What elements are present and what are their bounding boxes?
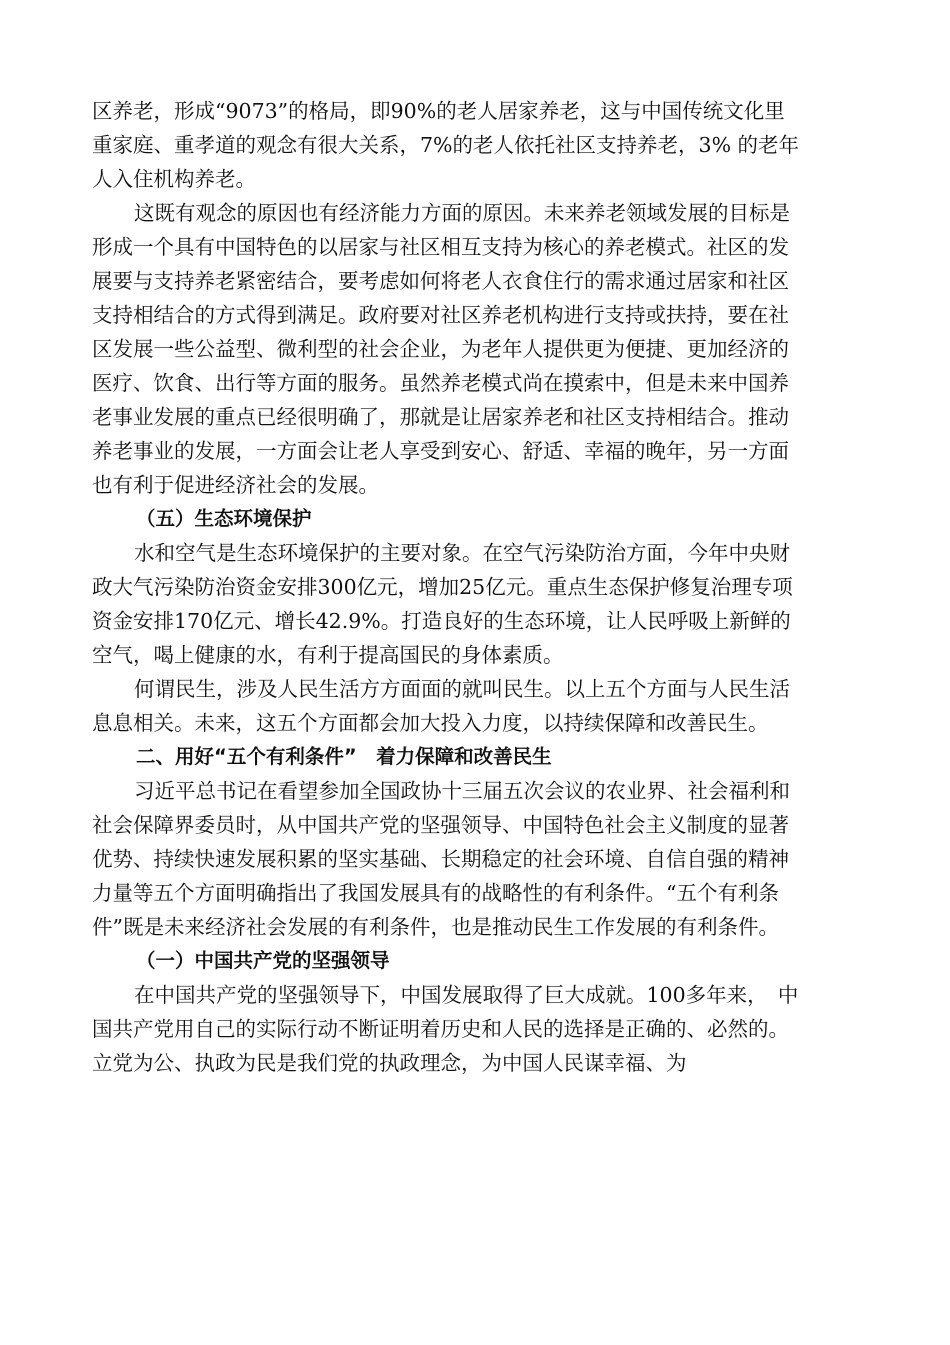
paragraph-five-conditions: [92, 774, 862, 944]
text-line: 资金安排170亿元、增长42.9%。打造良好的生态环境，让人民呼吸上新鲜的: [92, 609, 791, 633]
text-line: 区养老，形成“9073”的格局，即90%的老人居家养老，这与中国传统文化里: [92, 99, 785, 123]
document-page: [92, 94, 862, 1080]
text-line: 力量等五个方面明确指出了我国发展具有的战略性的有利条件。“五个有利条: [92, 881, 779, 905]
text-line: 也有利于促进经济社会的发展。: [92, 473, 379, 497]
paragraph-continuation: [92, 94, 862, 196]
text-line: 优势、持续快速发展积累的坚实基础、长期稳定的社会环境、自信自强的精神: [92, 847, 789, 871]
text-line: 国共产党用自己的实际行动不断证明着历史和人民的选择是正确的、必然的。: [92, 1017, 789, 1041]
text-line: 养老事业的发展，一方面会让老人享受到安心、舒适、幸福的晚年，另一方面: [92, 439, 789, 463]
subsection-heading-ecology: （五）生态环境保护: [136, 507, 312, 530]
text-line: 水和空气是生态环境保护的主要对象。在空气污染防治方面，今年中央财: [134, 541, 790, 565]
text-line: 社会保障界委员时，从中国共产党的坚强领导、中国特色社会主义制度的显著: [92, 813, 789, 837]
text-line: 展要与支持养老紧密结合，要考虑如何将老人衣食住行的需求通过居家和社区: [92, 269, 789, 293]
section-heading-two: 二、用好“五个有利条件” 着力保障和改善民生: [136, 745, 552, 768]
text-line: 习近平总书记在看望参加全国政协十三届五次会议的农业界、社会福利和: [134, 779, 790, 803]
text-line: 支持相结合的方式得到满足。政府要对社区养老机构进行支持或扶持，要在社: [92, 303, 789, 327]
text-line: 空气，喝上健康的水，有利于提高国民的身体素质。: [92, 643, 564, 667]
text-line: 老事业发展的重点已经很明确了，那就是让居家养老和社区支持相结合。推动: [92, 405, 789, 429]
text-line: 政大气污染防治资金安排300亿元，增加25亿元。重点生态保护修复治理专项: [92, 575, 793, 599]
text-line: 形成一个具有中国特色的以居家与社区相互支持为核心的养老模式。社区的发: [92, 235, 789, 259]
text-line: 在中国共产党的坚强领导下，中国发展取得了巨大成就。100多年来， 中: [134, 983, 799, 1007]
text-line: 人入住机构养老。: [92, 167, 256, 191]
paragraph-party: [92, 978, 862, 1080]
text-line: 立党为公、执政为民是我们党的执政理念，为中国人民谋幸福、为: [92, 1051, 687, 1075]
text-line: 件”既是未来经济社会发展的有利条件，也是推动民生工作发展的有利条件。: [92, 915, 779, 939]
paragraph-ecology: [92, 536, 862, 672]
text-line: 息息相关。未来，这五个方面都会加大投入力度，以持续保障和改善民生。: [92, 711, 769, 735]
text-line: 重家庭、重孝道的观念有很大关系，7%的老人依托社区支持养老，3% 的老年: [92, 133, 800, 157]
text-line: 医疗、饮食、出行等方面的服务。虽然养老模式尚在摸索中，但是未来中国养: [92, 371, 789, 395]
text-line: 这既有观念的原因也有经济能力方面的原因。未来养老领域发展的目标是: [134, 201, 790, 225]
text-line: 何谓民生，涉及人民生活方方面面的就叫民生。以上五个方面与人民生活: [134, 677, 790, 701]
subsection-heading-party: （一）中国共产党的坚强领导: [136, 949, 390, 972]
paragraph-livelihood: [92, 672, 862, 740]
text-line: 区发展一些公益型、微利型的社会企业，为老年人提供更为便捷、更加经济的: [92, 337, 789, 361]
paragraph-elderly-care: [92, 196, 862, 502]
